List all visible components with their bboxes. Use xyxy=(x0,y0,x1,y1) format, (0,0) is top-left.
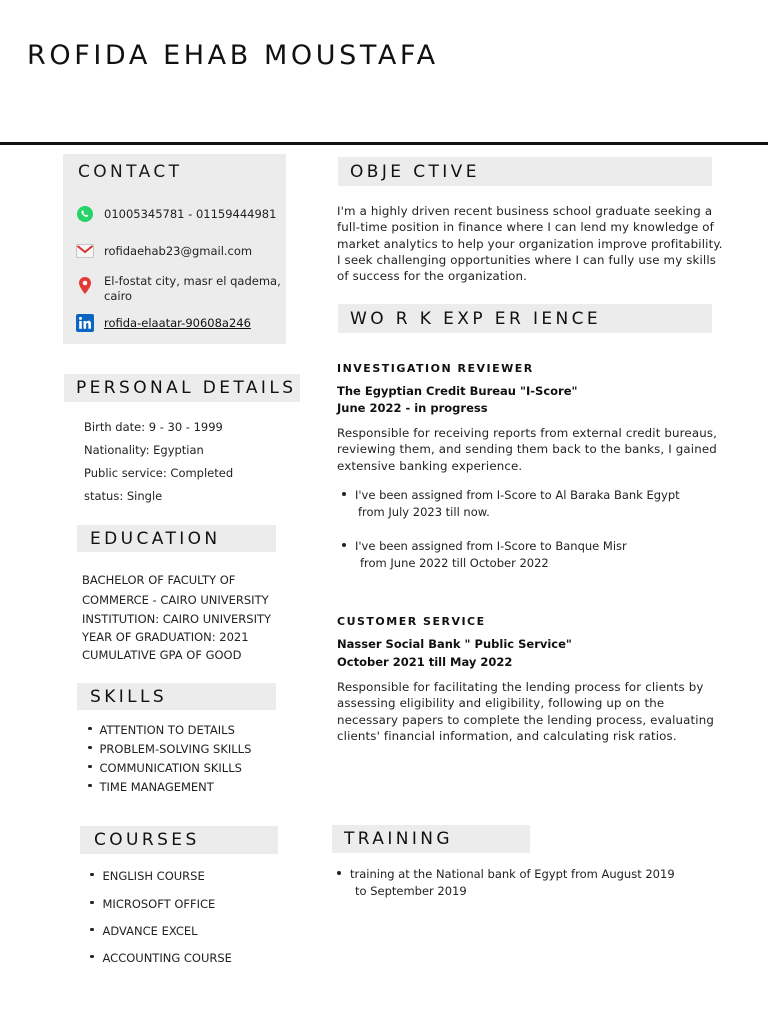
linkedin-link[interactable]: rofida-elaatar-90608a246 xyxy=(104,316,251,330)
personal-details-heading: PERSONAL DETAILS xyxy=(64,374,300,402)
job-company: The Egyptian Credit Bureau "I-Score" xyxy=(337,384,578,398)
contact-linkedin[interactable] xyxy=(104,316,284,331)
job-dates: June 2022 - in progress xyxy=(337,401,488,415)
personal-birth: Birth date: 9 - 30 - 1999 xyxy=(84,420,223,434)
job-description-line: reviewing them, and sending them back to the banks, I gained xyxy=(337,442,717,457)
job-title: INVESTIGATION REVIEWER xyxy=(337,362,534,375)
address-line-2: cairo xyxy=(104,289,133,303)
training-item: training at the National bank of Egypt from August 2019 to September 2019 xyxy=(337,866,747,899)
education-details xyxy=(82,570,271,665)
list-item: TIME MANAGEMENT xyxy=(88,778,251,797)
job-description xyxy=(337,679,747,744)
whatsapp-icon xyxy=(76,205,94,223)
skills-list xyxy=(88,721,251,797)
job-bullet: I've been assigned from I-Score to Al Baraka Bank Egypt from July 2023 till now. xyxy=(342,487,742,520)
job-description-line: extensive banking experience. xyxy=(337,458,523,473)
education-line: INSTITUTION: CAIRO UNIVERSITY xyxy=(82,612,272,626)
education-heading: EDUCATION xyxy=(77,525,276,552)
header-divider xyxy=(0,142,768,145)
contact-phone: 01005345781 - 01159444981 xyxy=(104,207,277,221)
training-heading: TRAINING xyxy=(332,825,530,853)
objective-line: of success for the organization. xyxy=(337,269,527,284)
objective-text xyxy=(337,203,747,284)
list-item: MICROSOFT OFFICE xyxy=(90,897,232,924)
job-description xyxy=(337,425,747,474)
courses-heading: COURSES xyxy=(80,826,278,854)
education-line: COMMERCE - CAIRO UNIVERSITY xyxy=(82,593,269,607)
objective-line: I seek challenging opportunities where I can fully use my skills xyxy=(337,252,717,267)
education-line: BACHELOR OF FACULTY OF xyxy=(82,573,236,587)
resume-name: ROFIDA EHAB MOUSTAFA xyxy=(27,40,439,71)
list-item: PROBLEM-SOLVING SKILLS xyxy=(88,740,251,759)
linkedin-icon xyxy=(76,314,94,332)
list-item: ATTENTION TO DETAILS xyxy=(88,721,251,740)
objective-heading: OBJE CTIVE xyxy=(338,157,712,186)
job-company: Nasser Social Bank " Public Service" xyxy=(337,637,572,651)
list-item: ENGLISH COURSE xyxy=(90,869,232,897)
work-experience-heading: WO R K EXP ER IENCE xyxy=(338,304,712,333)
personal-public-service: Public service: Completed xyxy=(84,466,234,480)
personal-status: status: Single xyxy=(84,489,163,503)
contact-address xyxy=(104,274,284,304)
job-description-line: clients' financial information, and calculating risk ratios. xyxy=(337,728,677,743)
job-description-line: necessary papers to complete the lending process, evaluating xyxy=(337,712,714,727)
job-title: CUSTOMER SERVICE xyxy=(337,615,486,628)
job-bullet: I've been assigned from I-Score to Banque Misr from June 2022 till October 2022 xyxy=(342,538,742,571)
job-description-line: Responsible for receiving reports from external credit bureaus, xyxy=(337,426,718,440)
personal-nationality: Nationality: Egyptian xyxy=(84,443,204,457)
education-line: CUMULATIVE GPA OF GOOD xyxy=(82,648,242,662)
gmail-icon xyxy=(76,242,94,260)
contact-heading: CONTACT xyxy=(78,162,183,182)
job-dates: October 2021 till May 2022 xyxy=(337,655,513,669)
objective-line: I'm a highly driven recent business school graduate seeking a xyxy=(337,204,713,218)
courses-list xyxy=(90,869,232,965)
address-line-1: El-fostat city, masr el qadema, xyxy=(104,274,281,288)
objective-line: market analytics to help your organization improve profitability. xyxy=(337,236,723,251)
skills-heading: SKILLS xyxy=(77,683,276,710)
job-description-line: assessing eligibility and eligibility, following up on the xyxy=(337,696,665,711)
location-pin-icon xyxy=(76,277,94,295)
list-item: COMMUNICATION SKILLS xyxy=(88,759,251,778)
contact-email[interactable]: rofidaehab23@gmail.com xyxy=(104,244,253,258)
education-line: YEAR OF GRADUATION: 2021 xyxy=(82,630,249,644)
objective-line: full-time position in finance where I can lend my knowledge of xyxy=(337,220,714,235)
job-description-line: Responsible for facilitating the lending process for clients by xyxy=(337,680,704,694)
list-item: ACCOUNTING COURSE xyxy=(90,951,232,965)
list-item: ADVANCE EXCEL xyxy=(90,924,232,951)
